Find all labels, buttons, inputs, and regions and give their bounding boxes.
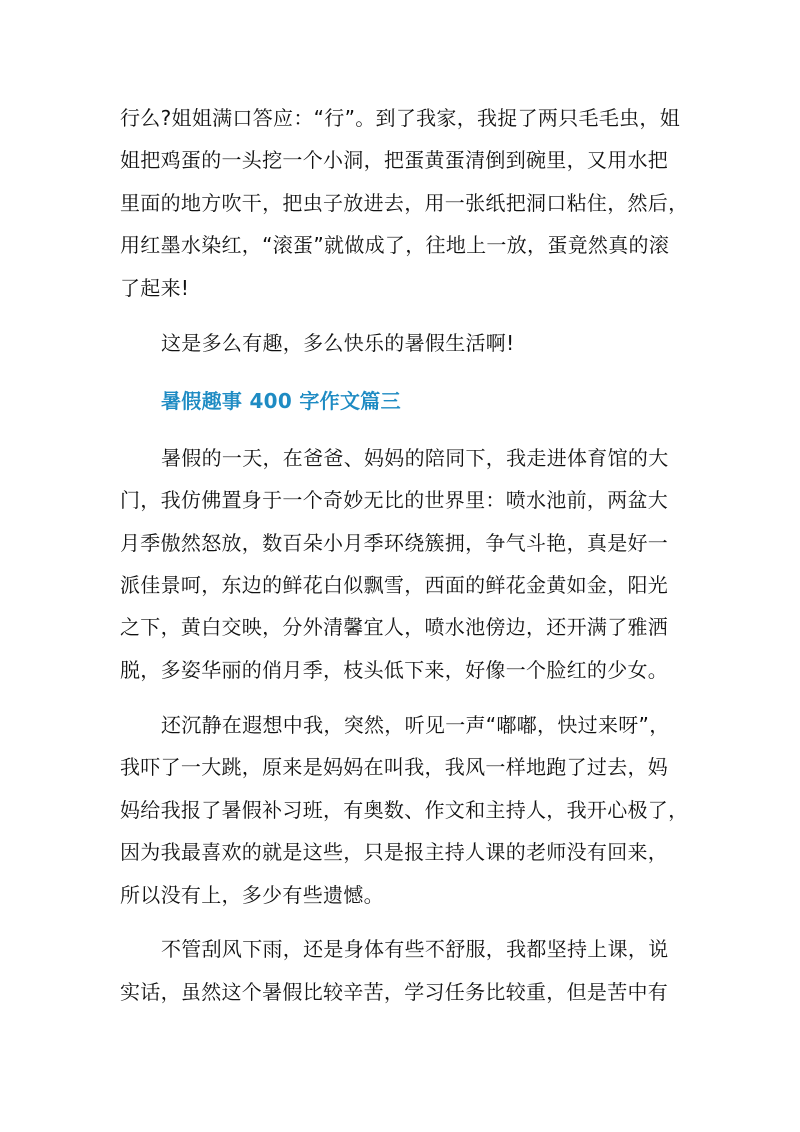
text-line: 实话，虽然这个暑假比较辛苦，学习任务比较重，但是苦中有 [120,980,669,1004]
text-line: 用红墨水染红，“滚蛋”就做成了，往地上一放，蛋竟然真的滚 [120,233,670,257]
text-line: 门，我仿佛置身于一个奇妙无比的世界里：喷水池前，两盆大 [120,488,669,512]
text-line: 姐把鸡蛋的一头挖一个小洞，把蛋黄蛋清倒到碗里，又用水把 [120,148,669,172]
text-line: 之下，黄白交映，分外清馨宜人，喷水池傍边，还开满了雅洒 [120,615,669,639]
text-line: 不管刮风下雨，还是身体有些不舒服，我都坚持上课，说 [161,937,669,961]
text-line: 派佳景呵，东边的鲜花白似飘雪，西面的鲜花金黄如金，阳光 [120,573,669,597]
text-line: 里面的地方吹干，把虫子放进去，用一张纸把洞口粘住，然后， [120,191,689,215]
text-line: 所以没有上，多少有些遗憾。 [120,883,384,907]
text-line: 月季傲然怒放，数百朵小月季环绕簇拥，争气斗艳，真是好一 [120,531,669,555]
text-line: 行么?姐姐满口答应：“行”。到了我家，我捉了两只毛毛虫，姐 [120,106,681,130]
text-line: 了起来! [120,276,190,300]
text-line: 这是多么有趣，多么快乐的暑假生活啊! [161,331,515,355]
text-line: 暑假的一天，在爸爸、妈妈的陪同下，我走进体育馆的大 [161,446,669,470]
text-line: 因为我最喜欢的就是这些，只是报主持人课的老师没有回来， [120,840,669,864]
text-line: 脱，多姿华丽的俏月季，枝头低下来，好像一个脸红的少女。 [120,658,669,682]
text-line: 妈给我报了暑假补习班，有奥数、作文和主持人，我开心极了， [120,798,689,822]
section-heading: 暑假趣事 400 字作文篇三 [161,389,401,413]
text-line: 还沉静在遐想中我，突然，听见一声“嘟嘟，快过来呀”， [161,713,670,737]
text-line: 我吓了一大跳，原来是妈妈在叫我，我风一样地跑了过去，妈 [120,755,669,779]
